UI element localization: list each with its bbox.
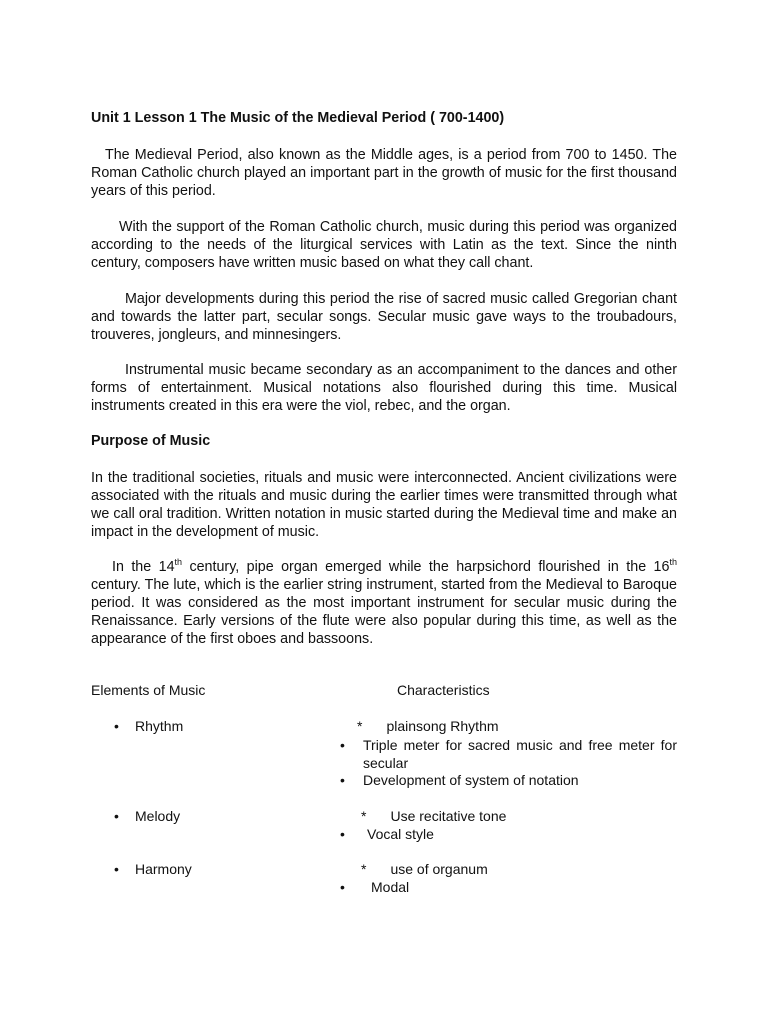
element-item-rhythm: [114, 718, 183, 734]
characteristic-text: Use recitative tone: [390, 808, 507, 824]
paragraph-text: In the 14: [112, 559, 175, 575]
paragraph-intro: The Medieval Period, also known as the Middle ages, is a period from 700 to 1450. The Roman Catholic church played an important part in the growth of music for the first thousand years of this period.: [91, 147, 677, 199]
characteristic-bullet-item: [340, 736, 677, 772]
star-marker: *: [361, 808, 367, 824]
characteristic-star-item: [361, 861, 488, 877]
bullet: •: [340, 826, 345, 842]
paragraph-traditional-societies: In the traditional societies, rituals and music were interconnected. Ancient civilizations were associated with the rituals and music during the earlier times were transmitted through what we call oral tradition. Written notation in music started during the Medieval time and make an impact in the development of music.: [91, 470, 677, 540]
characteristic-text: plainsong Rhythm: [386, 718, 499, 734]
element-item-melody: [114, 808, 180, 824]
bullet: •: [340, 737, 345, 753]
bullet: •: [340, 772, 345, 788]
characteristic-text: Triple meter for sacred music and free meter for secular: [363, 737, 677, 771]
paragraph-church-support: With the support of the Roman Catholic church, music during this period was organized according to the needs of the liturgical services with Latin as the text. Since the ninth century, composers have written music based on what they call chant.: [91, 219, 677, 271]
paragraph-text: century, pipe organ emerged while the harpsichord flourished in the 16: [182, 559, 670, 575]
characteristic-text: Modal: [371, 879, 410, 895]
paragraph-text: century. The lute, which is the earlier string instrument, started from the Medieval to Baroque period. It was considered as the most important instrument for secular music during the Renaissance. Early versions of the flute were also popular during this time, as well as the appearance of the first oboes and bassoons.: [91, 577, 677, 647]
star-marker: *: [357, 718, 363, 734]
bullet: •: [114, 861, 119, 877]
bullet: •: [114, 718, 119, 734]
element-label: Melody: [135, 808, 181, 824]
ordinal-suffix: th: [174, 557, 183, 568]
section-heading-purpose: Purpose of Music: [91, 433, 211, 449]
characteristic-bullet-item: [340, 879, 409, 895]
column-header-elements: Elements of Music: [91, 682, 206, 698]
page-title: Unit 1 Lesson 1 The Music of the Medieval Period ( 700-1400): [91, 110, 505, 126]
paragraph-major-developments: Major developments during this period the rise of sacred music called Gregorian chant and towards the latter part, secular songs. Secular music gave ways to the troubadours, trouveres, jongleurs, and minnesingers.: [91, 291, 677, 343]
characteristic-bullet-item: [340, 772, 579, 788]
element-label: Rhythm: [135, 718, 184, 734]
characteristic-star-item: [357, 718, 499, 734]
characteristic-text: Development of system of notation: [363, 772, 579, 788]
bullet: •: [114, 808, 119, 824]
column-header-characteristics: Characteristics: [397, 682, 490, 698]
bullet: •: [340, 879, 345, 895]
paragraph-instrumental-music: Instrumental music became secondary as an accompaniment to the dances and other forms of entertainment. Musical notations also flourished during this time. Musical instruments created in this era were the viol, rebec, and the organ.: [91, 362, 677, 414]
element-label: Harmony: [135, 861, 192, 877]
element-item-harmony: [114, 861, 192, 877]
characteristic-text: Vocal style: [367, 826, 434, 842]
paragraph-instruments-history: [91, 558, 677, 648]
star-marker: *: [361, 861, 367, 877]
characteristic-text: use of organum: [390, 861, 488, 877]
ordinal-suffix: th: [669, 557, 677, 568]
characteristic-bullet-item: [340, 826, 434, 842]
characteristic-star-item: [361, 808, 506, 824]
